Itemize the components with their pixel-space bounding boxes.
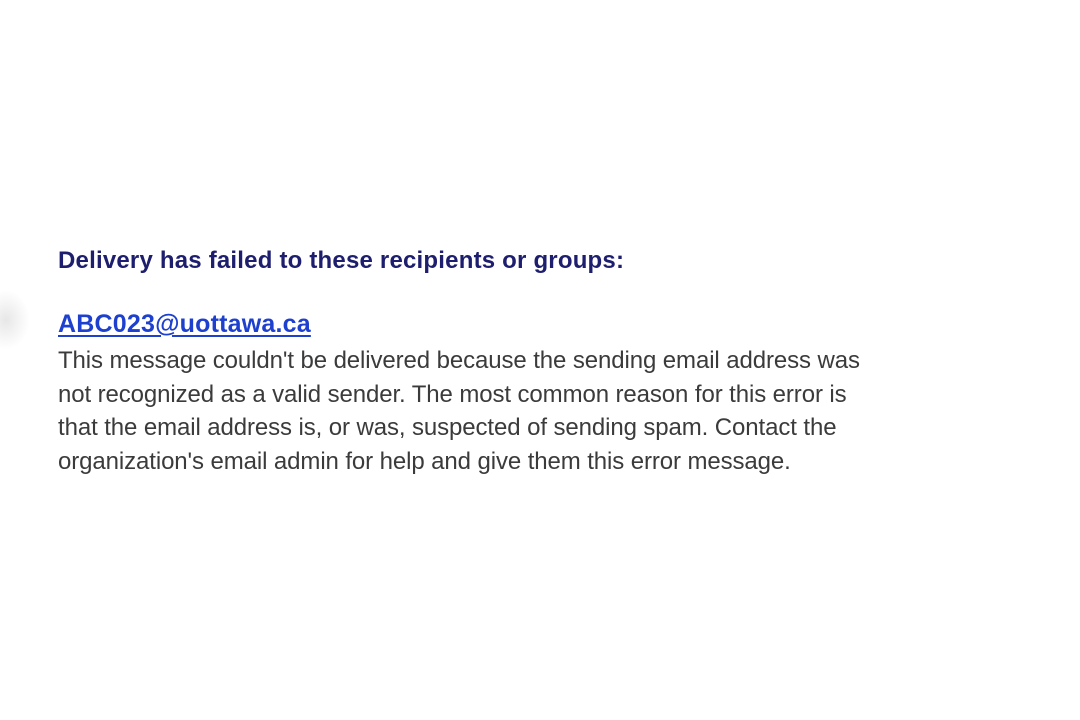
delivery-failed-heading: Delivery has failed to these recipients or groups:	[58, 247, 625, 274]
ndr-content	[58, 247, 1033, 478]
error-message-line: This message couldn't be delivered because the sending email address was	[58, 347, 860, 374]
recipient-email-link[interactable]: ABC023@uottawa.ca	[58, 310, 311, 338]
scan-smudge-artifact	[0, 290, 30, 350]
error-message-line: not recognized as a valid sender. The most common reason for this error is	[58, 380, 847, 408]
error-message-line: organization's email admin for help and give them this error message.	[58, 447, 791, 475]
error-message-body	[58, 344, 1033, 478]
error-message-line: that the email address is, or was, suspected of sending spam. Contact the	[58, 414, 837, 441]
